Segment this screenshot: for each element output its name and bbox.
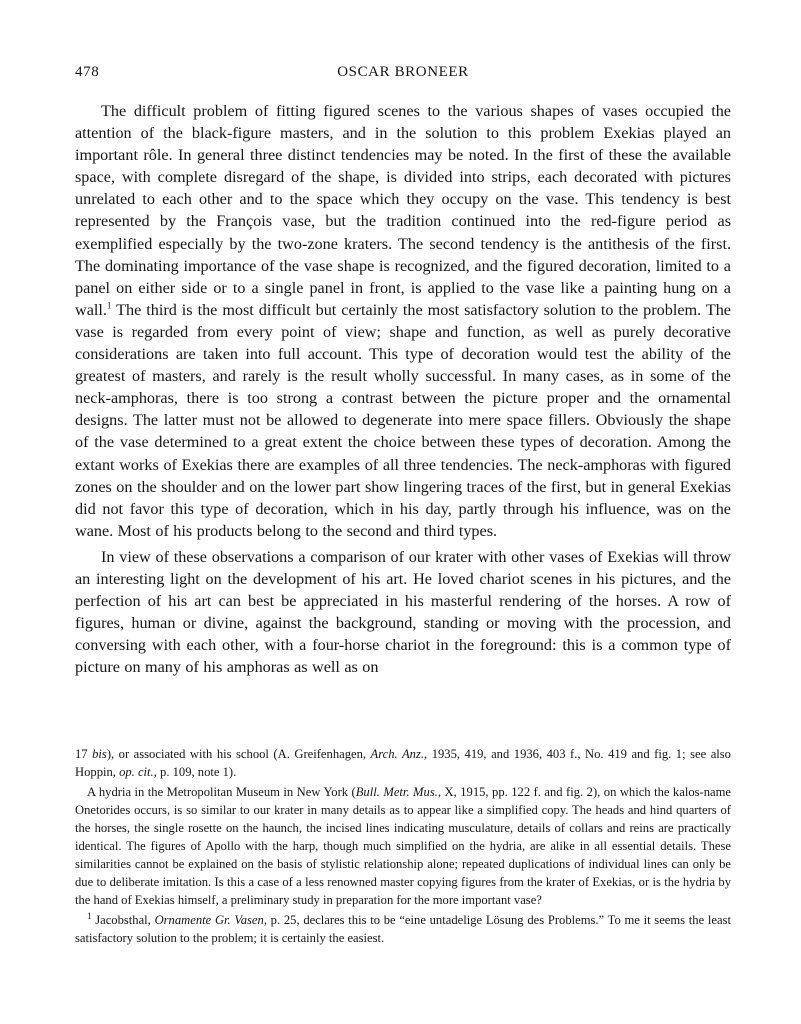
note-1-text-e: , 1935, 419, and 1936, 403 f., No. 419 and fig. 1; see also Hoppin,: [75, 747, 731, 779]
note-1-italic-op-cit: op. cit.: [119, 765, 154, 779]
note-1-text-c: ), or associated with his school (A. Greifenhagen,: [106, 747, 371, 761]
page-number: 478: [75, 64, 100, 80]
footnote-marker-1[interactable]: 1: [106, 300, 112, 311]
footnote-continuation: [75, 745, 731, 781]
footnote-hydria: [75, 783, 731, 909]
note-1-italic-journal: Arch. Anz.: [370, 747, 425, 761]
note-2-text-a: A hydria in the Metropolitan Museum in New York (: [87, 785, 356, 799]
footnote-1: [75, 911, 731, 947]
running-header: [75, 60, 731, 84]
body-text: [75, 100, 731, 678]
note-1-italic-bis: bis: [92, 747, 107, 761]
document-page: [75, 60, 731, 945]
note-1-text-g: , p. 109, note 1).: [153, 765, 237, 779]
note-3-italic-title: Ornamente Gr. Vasen: [154, 913, 264, 927]
note-2-text-c: , X, 1915, pp. 122 f. and fig. 2), on which the kalos-name Onetorides occurs, is so similar to our krater in many details as to appear like a simplified copy. The heads and hind quarters of the horses, the single rosette on the haunch, the incised lines indicating musculature, details of collars and reins are practically identical. The figures of Apollo with the harp, though much simplified on the hydria, are alike in all essential details. These similarities cannot be explained on the basis of stylistic relationship alone; repeated duplications of individual lines can only be due to deliberate imitation. Is this a case of a less renowned master copying figures from the krater of Exekias, or is the hydria by the hand of Exekias himself, a preliminary study in preparation for the more important vase?: [75, 785, 731, 907]
footnotes: [75, 745, 731, 947]
note-3-text-a: Jacobsthal,: [91, 913, 155, 927]
paragraph-1-part-1: The difficult problem of fitting figured scenes to the various shapes of vases occupied the attention of the black-figure masters, and in the solution to this problem Exekias played an important rôle. In general three distinct tendencies may be noted. In the first of these the available space, with complete disregard of the shape, is divided into strips, each decorated with pictures unrelated to each other and to the space which they occupy on the vase. This tendency is best represented by the François vase, but the tradition continued into the red-figure period as exemplified especially by the two-zone kraters. The second tendency is the antithesis of the first. The dominating importance of the vase shape is recognized, and the figured decoration, limited to a panel on either side or to a single panel in front, is applied to the vase like a painting hung on a wall.: [75, 102, 731, 319]
body-paragraph-1: [75, 100, 731, 542]
note-2-italic-journal: Bull. Metr. Mus.: [355, 785, 438, 799]
author-heading: OSCAR BRONEER: [337, 64, 469, 80]
note-1-text-a: 17: [75, 747, 93, 761]
footnote-number-1: 1: [87, 910, 92, 921]
note-3-text-c: , p. 25, declares this to be “eine untadelige Lösung des Problems.” To me it seems the least satisfactory solution to the problem; it is certainly the easiest.: [75, 913, 731, 945]
paragraph-1-part-2: The third is the most difficult but certainly the most satisfactory solution to the problem. The vase is regarded from every point of view; shape and function, as well as purely decorative considerations are taken into full account. This type of decoration would test the ability of the greatest of masters, and rarely is the result wholly successful. In many cases, as in some of the neck-amphoras, there is too strong a contrast between the picture proper and the ornamental designs. The latter must not be allowed to degenerate into mere space fillers. Obviously the shape of the vase determined to a great extent the choice between these types of decoration. Among the extant works of Exekias there are examples of all three tendencies. The neck-amphoras with figured zones on the shoulder and on the lower part show lingering traces of the first, but in general Exekias did not favor this type of decoration, which in his day, partly through his influence, was on the wane. Most of his products belong to the second and third types.: [75, 300, 731, 540]
body-paragraph-2: In view of these observations a comparison of our krater with other vases of Exekias will throw an interesting light on the development of his art. He loved chariot scenes in his pictures, and the perfection of his art can best be appreciated in his masterful rendering of the horses. A row of figures, human or divine, against the background, standing or moving with the procession, and conversing with each other, with a four-horse chariot in the foreground: this is a common type of picture on many of his amphoras as well as on: [75, 547, 731, 677]
